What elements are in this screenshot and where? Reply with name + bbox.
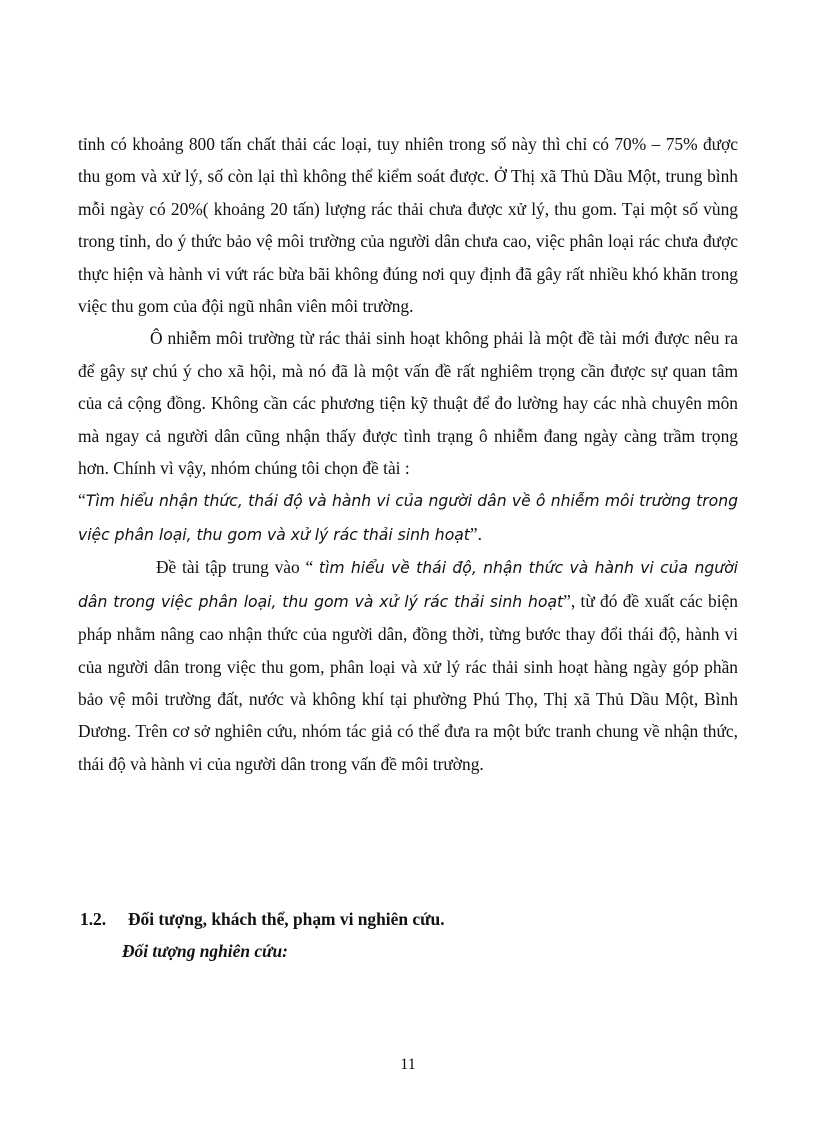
body-text (78, 128, 738, 780)
topic-focus-start: Đề tài tập trung vào “ (156, 557, 319, 578)
paragraph-topic-title (78, 484, 738, 551)
topic-focus-italic: tìm hiểu về thái độ, nhận thức và hành vi của người dân trong việc phân loại, thu gom và xử lý rác thải sinh hoạt (78, 559, 739, 611)
open-quote: “ (78, 490, 86, 511)
paragraph-pollution-problem: Ô nhiễm môi trường từ rác thải sinh hoạt không phải là một đề tài mới được nêu ra để gây sự chú ý cho xã hội, mà nó đã là một vấn đề rất nghiêm trọng cần được sự quan tâm của cả cộng đồng. Không cần các phương tiện kỹ thuật để đo lường hay các nhà chuyên môn mà ngay cả người dân cũng nhận thấy được tình trạng ô nhiễm đang ngày càng trầm trọng hơn. Chính vì vậy, nhóm chúng tôi chọn đề tài : (78, 328, 738, 479)
page-number: 11 (400, 1056, 416, 1073)
section-heading (80, 903, 445, 935)
paragraph-topic-focus (78, 551, 738, 780)
close-quote: ”. (469, 523, 482, 544)
topic-focus-rest: ”, từ đó đề xuất các biện pháp nhằm nâng cao nhận thức của người dân, đồng thời, từng bước thay đổi thái độ, hành vi của người dân trong việc thu gom, phân loại và xử lý rác thải sinh hoạt hàng ngày góp phần bảo vệ môi trường đất, nước và không khí tại phường Phú Thọ, Thị xã Thủ Dầu Một, Bình Dương. Trên cơ sở nghiên cứu, nhóm tác giả có thể đưa ra một bức tranh chung về nhận thức, thái độ và hành vi của người dân trong vấn đề môi trường. (78, 590, 738, 774)
section-title: Đối tượng, khách thể, phạm vi nghiên cứu. (128, 909, 445, 929)
paragraph-waste-statistics: tỉnh có khoảng 800 tấn chất thải các loại, tuy nhiên trong số này thì chỉ có 70% – 75% được thu gom và xử lý, số còn lại thì không thể kiểm soát được. Ở Thị xã Thủ Dầu Một, trung bình mỗi ngày có 20%( khoảng 20 tấn) lượng rác thải chưa được xử lý, thu gom. Tại một số vùng trong tỉnh, do ý thức bảo vệ môi trường của người dân chưa cao, việc phân loại rác chưa được thực hiện và hành vi vứt rác bừa bãi không đúng nơi quy định đã gây rất nhiều khó khăn trong việc thu gom của đội ngũ nhân viên môi trường. (78, 134, 738, 317)
section-subheading: Đối tượng nghiên cứu: (122, 941, 288, 961)
topic-title-italic: Tìm hiểu nhận thức, thái độ và hành vi của người dân về ô nhiễm môi trường trong việc phân loại, thu gom và xử lý rác thải sinh hoạt (78, 492, 738, 544)
section-number: 1.2. (80, 909, 107, 929)
